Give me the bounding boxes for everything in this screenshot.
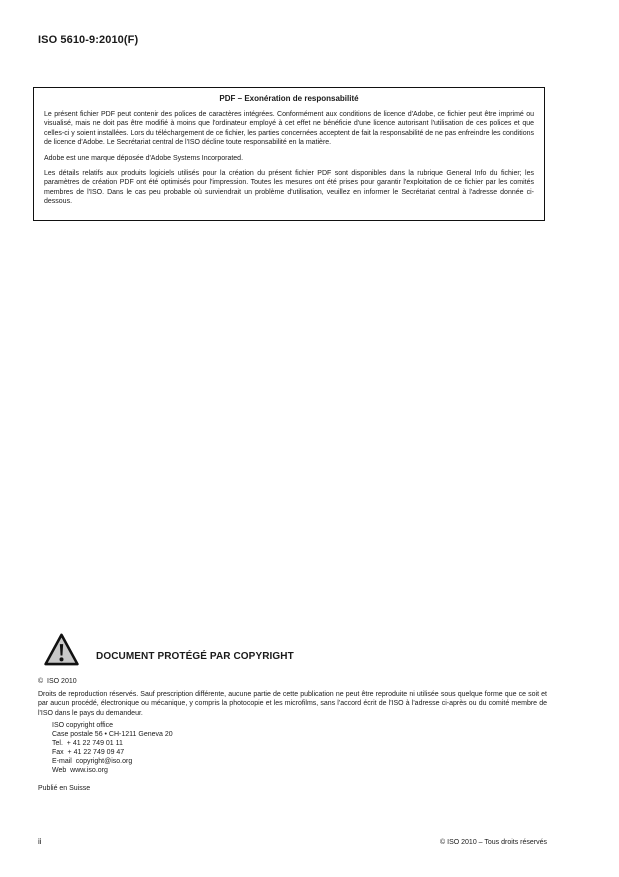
reproduction-rights-notice: Droits de reproduction réservés. Sauf prescription différente, aucune partie de cette publication ne peut être reproduite ni utilisée sous quelque forme que ce soit et par aucun procédé, électronique ou mécanique, y compris la photocopie et les microfilms, sans l'accord écrit de l'ISO à l'adresse ci-après ou du comité membre de l'ISO dans le pays du demandeur. [38, 691, 547, 717]
disclaimer-paragraph-2: Adobe est une marque déposée d'Adobe Systems Incorporated. [44, 154, 244, 162]
footer-copyright-notice: © ISO 2010 – Tous droits réservés [440, 839, 547, 846]
disclaimer-paragraph-3: Les détails relatifs aux produits logiciels utilisés pour la création du présent fichier PDF sont disponibles dans la rubrique General Info du fichier; les paramètres de création PDF ont été optimisés pour l'impression. Toutes les mesures ont été prises pour garantir l'exploitation de ce fichier par les comités membres de l'ISO. Dans le cas peu probable où surviendrait un problème d'utilisation, veuillez en informer le Secrétariat central à l'adresse donnée ci-dessous. [44, 170, 534, 206]
disclaimer-paragraph-1: Le présent fichier PDF peut contenir des polices de caractères intégrées. Conformément aux conditions de licence d'Adobe, ce fichier peut être imprimé ou visualisé, mais ne doit pas être modifié à moins que l'ordinateur employé à cet effet ne bénéficie d'une licence autorisant l'utilisation de ces polices et que celles-ci y soient installées. Lors du téléchargement de ce fichier, les parties concernées acceptent de fait la responsabilité de ne pas enfreindre les conditions de licence d'Adobe. Le Secrétariat central de l'ISO décline toute responsabilité en la matière. [44, 111, 534, 147]
iso-address-block [52, 721, 173, 775]
page-number: ii [38, 837, 42, 846]
published-in-country: Publié en Suisse [38, 785, 91, 792]
address-line-tel: Tel. + 41 22 749 01 11 [52, 740, 123, 747]
pdf-disclaimer-box [33, 87, 545, 221]
disclaimer-box-title: PDF – Exonération de responsabilité [219, 94, 359, 103]
document-reference: ISO 5610-9:2010(F) [38, 34, 139, 46]
copyright-year-line: © ISO 2010 [38, 678, 77, 685]
copyright-protected-heading: DOCUMENT PROTÉGÉ PAR COPYRIGHT [96, 651, 294, 662]
address-line-office: ISO copyright office [52, 722, 113, 729]
address-line-fax: Fax + 41 22 749 09 47 [52, 749, 125, 756]
address-line-email: E-mail copyright@iso.org [52, 758, 133, 765]
address-line-postal: Case postale 56 • CH-1211 Geneva 20 [52, 731, 173, 738]
warning-triangle-icon [43, 631, 80, 669]
address-line-web: Web www.iso.org [52, 767, 108, 774]
